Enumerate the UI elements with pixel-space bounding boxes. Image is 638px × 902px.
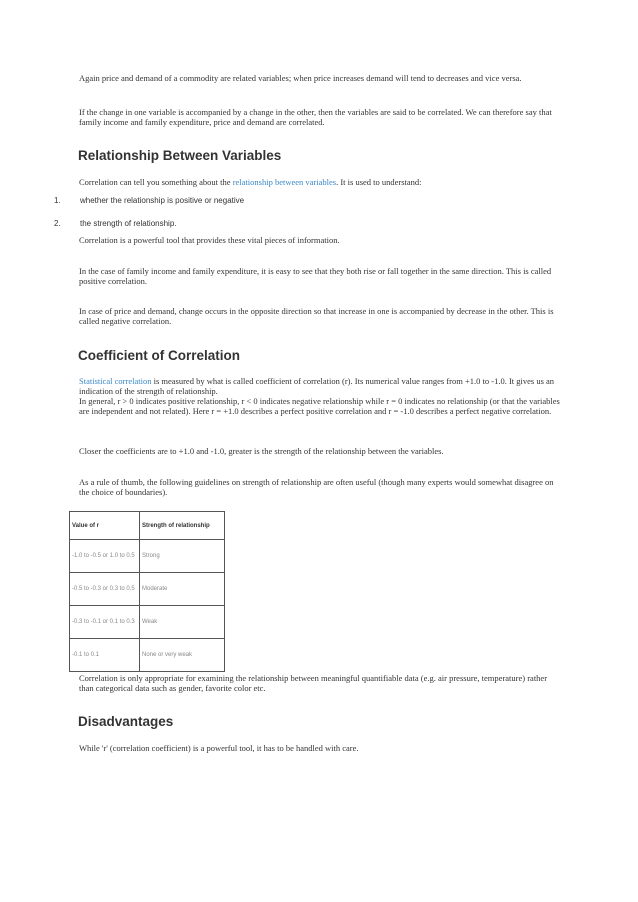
table-cell-strength: Moderate: [140, 573, 225, 606]
heading-disadvantages: Disadvantages: [78, 714, 174, 729]
paragraph-rule-of-thumb: As a rule of thumb, the following guidelines on strength of relationship are often useful (though many experts would somewhat disagree on the choice of boundaries).: [79, 477, 554, 497]
table-row: [70, 606, 225, 639]
strength-of-relationship-table: [69, 511, 225, 672]
paragraph-coefficient-definition: [79, 376, 561, 416]
list-item: [54, 219, 554, 231]
table-cell-strength: Strong: [140, 540, 225, 573]
table-header-value-of-r: Value of r: [70, 512, 140, 540]
statistical-correlation-link[interactable]: Statistical correlation: [79, 376, 152, 386]
paragraph-negative-correlation: In case of price and demand, change occurs in the opposite direction so that increase in one is accompanied by decrease in the other. This is called negative correlation.: [79, 306, 554, 326]
list-item-number: 1.: [54, 196, 61, 205]
coefficient-interpretation-text: In general, r > 0 indicates positive relationship, r < 0 indicates negative relationship while r = 0 indicates no relationship (or that the variables are independent and not related). Here r = +1.0 describes a perfect positive correlation and r = -1.0 describes a perfect negative correlation.: [79, 396, 560, 416]
coefficient-definition-line: [79, 376, 561, 396]
table-cell-value: -0.5 to -0.3 or 0.3 to 0.5: [70, 573, 140, 606]
table-cell-value: -1.0 to -0.5 or 1.0 to 0.5: [70, 540, 140, 573]
table-cell-value: -0.1 to 0.1: [70, 639, 140, 672]
paragraph-price-demand: Again price and demand of a commodity are related variables; when price increases demand will tend to decreases and vice versa.: [79, 73, 522, 83]
paragraph-powerful-tool: Correlation is a powerful tool that provides these vital pieces of information.: [79, 235, 340, 245]
paragraph-correlation-intro: [79, 177, 561, 187]
correlation-intro-tail: . It is used to understand:: [336, 177, 422, 187]
relationship-between-variables-link[interactable]: relationship between variables: [232, 177, 337, 187]
heading-coefficient-of-correlation: Coefficient of Correlation: [78, 348, 241, 363]
table-header-row: [70, 512, 225, 540]
paragraph-positive-correlation: In the case of family income and family expenditure, it is easy to see that they both rise or fall together in the same direction. This is called positive correlation.: [79, 266, 552, 286]
list-item: [54, 196, 554, 208]
list-item-number: 2.: [54, 219, 61, 228]
table-cell-strength: Weak: [140, 606, 225, 639]
correlation-intro-text: Correlation can tell you something about the: [79, 177, 233, 187]
table-row: [70, 573, 225, 606]
table-row: [70, 639, 225, 672]
table-cell-value: -0.3 to -0.1 or 0.1 to 0.3: [70, 606, 140, 639]
heading-relationship-between-variables: Relationship Between Variables: [78, 148, 282, 163]
coefficient-definition-text: is measured by what is called coefficient of correlation (r). Its numerical value ranges from +1.0 to -1.0. It gives us an indication of the strength of relationship.: [79, 376, 555, 396]
list-item-text: whether the relationship is positive or negative: [80, 196, 245, 205]
paragraph-handle-with-care: While 'r' (correlation coefficient) is a powerful tool, it has to be handled with care.: [79, 743, 359, 753]
paragraph-correlated-variables: If the change in one variable is accompanied by a change in the other, then the variables are said to be correlated. We can therefore say that family income and family expenditure, price and demand are correlated.: [79, 107, 552, 127]
paragraph-closer-coefficients: Closer the coefficients are to +1.0 and -1.0, greater is the strength of the relationship between the variables.: [79, 446, 444, 456]
list-item-text: the strength of relationship.: [80, 219, 177, 228]
table-row: [70, 540, 225, 573]
table-header-strength: Strength of relationship: [140, 512, 225, 540]
paragraph-appropriate-data: Correlation is only appropriate for examining the relationship between meaningful quantifiable data (e.g. air pressure, temperature) rather than categorical data such as gender, favorite color etc.: [79, 673, 548, 693]
table-cell-strength: None or very weak: [140, 639, 225, 672]
